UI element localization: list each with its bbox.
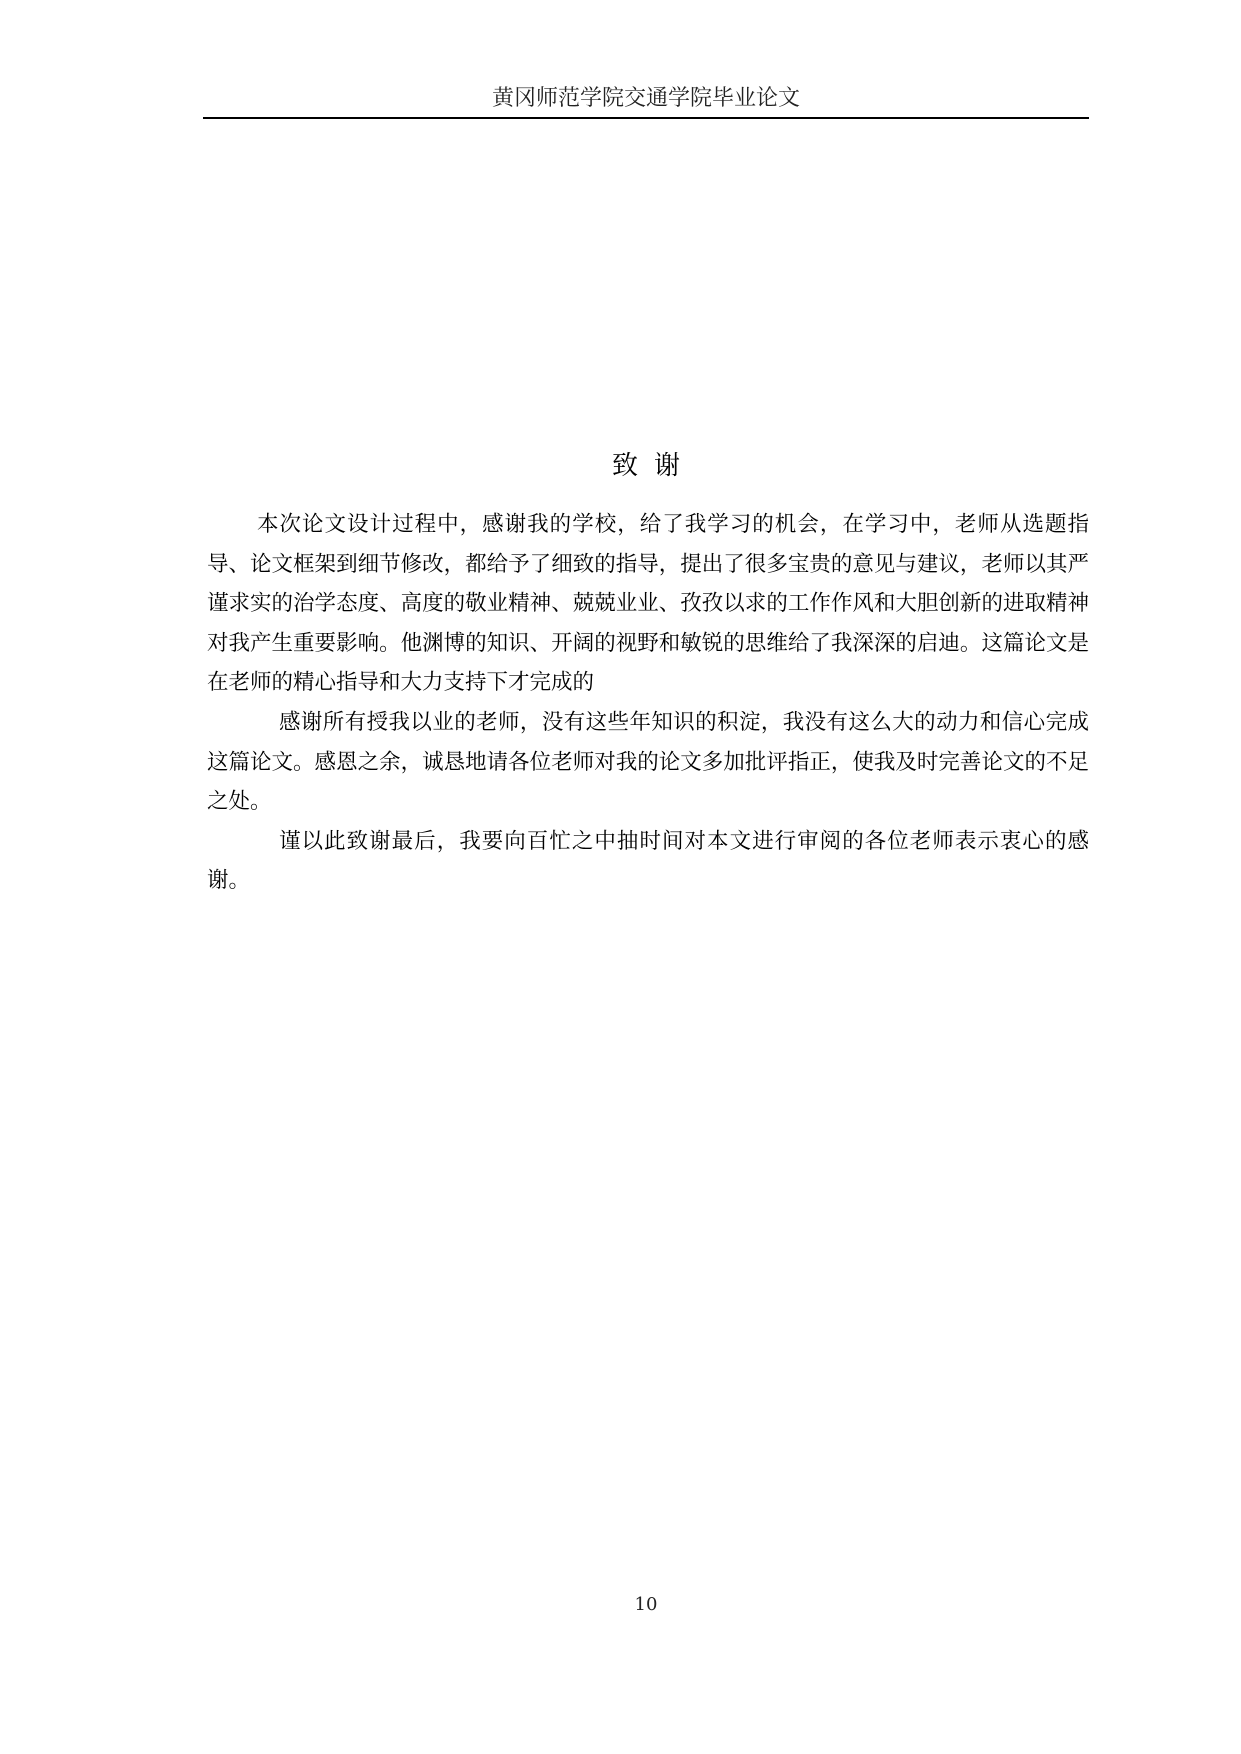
section-title: 致谢	[611, 451, 696, 481]
header-rule	[203, 117, 1089, 119]
acknowledgement-body	[207, 505, 1089, 901]
paragraph-3: 谨以此致谢最后，我要向百忙之中抽时间对本文进行审阅的各位老师表示衷心的感谢。	[207, 828, 1089, 894]
running-header: 黄冈师范学院交通学院毕业论文	[491, 86, 800, 111]
page-number: 10	[634, 1594, 658, 1615]
paragraph-1: 本次论文设计过程中，感谢我的学校，给了我学习的机会，在学习中，老师从选题指导、论文框架到细节修改，都给予了细致的指导，提出了很多宝贵的意见与建议，老师以其严谨求实的治学态度、高度的敬业精神、兢兢业业、孜孜以求的工作作风和大胆创新的进取精神对我产生重要影响。他渊博的知识、开阔的视野和敏锐的思维给了我深深的启迪。这篇论文是在老师的精心指导和大力支持下才完成的	[207, 512, 1089, 696]
paragraph-2: 感谢所有授我以业的老师，没有这些年知识的积淀，我没有这么大的动力和信心完成这篇论文。感恩之余，诚恳地请各位老师对我的论文多加批评指正，使我及时完善论文的不足之处。	[207, 709, 1089, 815]
